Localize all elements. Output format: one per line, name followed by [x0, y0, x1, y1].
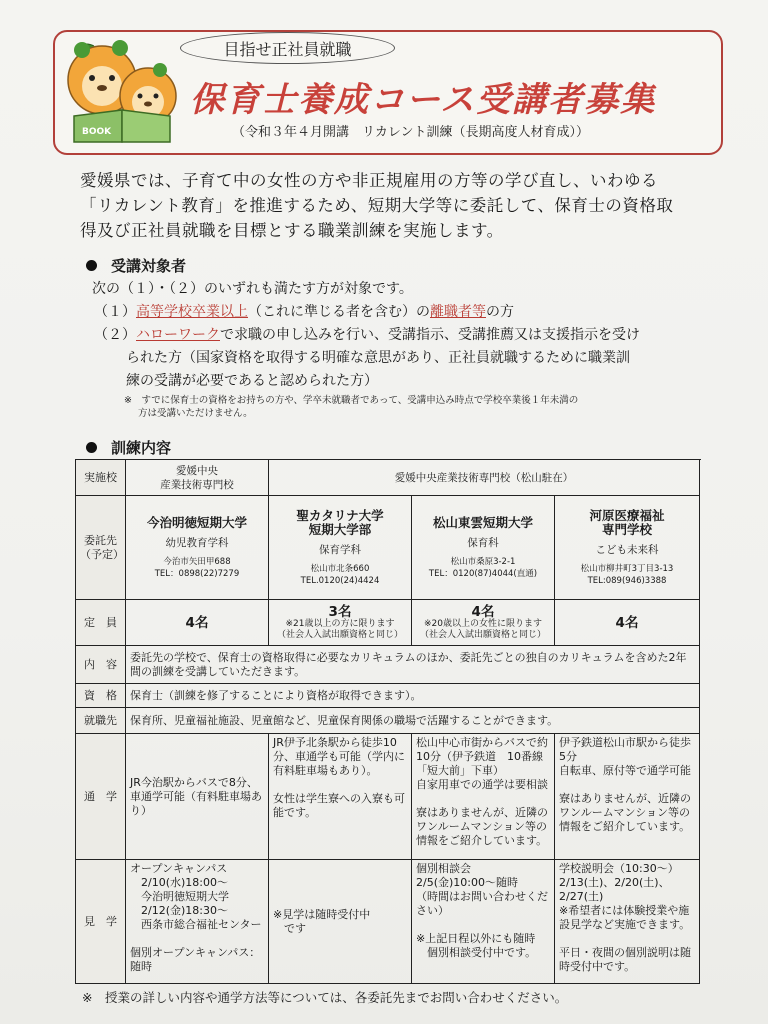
label-capacity: 定 員 [76, 600, 126, 646]
visit-cell: オープンキャンパス 2/10(水)18:00～ 今治明徳短期大学 2/12(金)18:30～ 西条市総合福祉センター 個別オープンキャンパス： 随時 [126, 860, 269, 984]
label-content: 内 容 [76, 646, 126, 684]
college-cell [269, 496, 412, 600]
qualification-text: 保育士（訓練を修了することにより資格が取得できます）。 [126, 684, 700, 708]
table-row [76, 646, 700, 684]
intro-paragraph [80, 168, 700, 243]
intro-line: 得及び正社員就職を目標とする職業訓練を実施します。 [80, 221, 504, 240]
eligibility-item-1: （１）高等学校卒業以上（これに準じる者を含む）の離職者等の方 [94, 304, 514, 320]
training-table [75, 459, 700, 984]
commute-cell: JR今治駅からバスで8分、車通学可能（有料駐車場あり） [126, 734, 269, 860]
college-tel: TEL：0120(87)4044(直通) [428, 568, 538, 579]
capacity-cell: 4名 ※20歳以上の女性に限ります （社会人入試出願資格と同じ） [412, 600, 555, 646]
school-right: 愛媛中央産業技術専門校（松山駐在） [269, 460, 700, 496]
capacity-cell: 3名 ※21歳以上の方に限ります （社会人入試出願資格と同じ） [269, 600, 412, 646]
label-commute: 通 学 [76, 734, 126, 860]
capacity-cell: 4名 [555, 600, 700, 646]
college-dept: こども未来科 [595, 543, 659, 556]
commute-cell: 松山中心市街からバスで約10分（伊予鉄道 10番線「短大前」下車） 自家用車での通学は要相談 寮はありませんが、近隣のワンルームマンション等の情報をご紹介しています。 [412, 734, 555, 860]
eligibility-item-2-cont: 練の受講が必要であると認められた方） [126, 373, 378, 389]
college-address: 今治市矢田甲688 [163, 556, 231, 567]
table-row [76, 860, 700, 984]
commute-cell: 伊予鉄道松山市駅から徒歩5分 自転車、原付等で通学可能 寮はありませんが、近隣のワンルームマンション等の情報をご紹介しています。 [555, 734, 700, 860]
visit-cell: 個別相談会 2/5(金)10:00～随時 （時間はお問い合わせください） ※上記日程以外にも随時 個別相談受付中です。 [412, 860, 555, 984]
bullet-icon [86, 260, 97, 271]
table-row [76, 734, 700, 860]
label-visit: 見 学 [76, 860, 126, 984]
table-row [76, 496, 700, 600]
table-row [76, 460, 700, 496]
college-address: 松山市桑原3-2-1 [450, 556, 516, 567]
eligibility-block [92, 278, 712, 393]
college-tel: TEL.0120(24)4424 [300, 575, 380, 586]
page-subtitle: （令和３年４月開講 リカレント訓練（長期高度人材育成）） [232, 125, 590, 140]
capacity-cell: 4名 [126, 600, 269, 646]
label-school: 実施校 [76, 460, 126, 496]
college-address: 松山市北条660 [310, 563, 370, 574]
commute-cell: JR伊予北条駅から徒歩10分、車通学も可能（学内に有料駐車場もあり）。 女性は学生寮への入寮も可能です。 [269, 734, 412, 860]
college-tel: TEL:089(946)3388 [587, 575, 667, 586]
college-dept: 保育科 [467, 536, 499, 549]
eligibility-note: ※ すでに保育士の資格をお持ちの方や、学卒未就職者であって、受講申込み時点で学校卒業後１年未満の 方は受講いただけません。 [124, 395, 579, 419]
college-cell [126, 496, 269, 600]
label-employment: 就職先 [76, 708, 126, 734]
eligibility-lead: 次の（１）・（２）のいずれも満たす方が対象です。 [92, 281, 413, 297]
label-qualification: 資 格 [76, 684, 126, 708]
bullet-icon [86, 442, 97, 453]
college-cell [412, 496, 555, 600]
college-tel: TEL：0898(22)7279 [154, 568, 240, 579]
page-title: 保育士養成コース受講者募集 [190, 80, 657, 120]
college-name: 今治明徳短期大学 [146, 514, 247, 530]
employment-text: 保育所、児童福祉施設、児童館など、児童保育関係の職場で活躍することができます。 [126, 708, 700, 734]
visit-cell: ※見学は随時受付中 です [269, 860, 412, 984]
visit-cell: 学校説明会（10:30～） 2/13(土)、2/20(土)、 2/27(土) ※希望者には体験授業や施設見学など実施できます。 平日・夜間の個別説明は随時受付中です。 [555, 860, 700, 984]
college-name: 松山東雲短期大学 [432, 514, 533, 530]
eligibility-heading: 受講対象者 [86, 255, 186, 276]
eligibility-item-2: （２）ハローワークで求職の申し込みを行い、受講指示、受講推薦又は支援指示を受け [94, 327, 640, 343]
college-cell [555, 496, 700, 600]
intro-line: 「リカレント教育」を推進するため、短期大学等に委託して、保育士の資格取 [80, 196, 674, 215]
college-address: 松山市柳井町3丁目3-13 [580, 563, 674, 574]
training-heading: 訓練内容 [86, 437, 171, 458]
table-row [76, 600, 700, 646]
eligibility-item-2-cont: られた方（国家資格を取得する明確な意思があり、正社員就職するために職業訓 [126, 350, 630, 366]
tagline-bubble: 目指せ正社員就職 [180, 32, 395, 64]
capacity-note: ※20歳以上の女性に限ります （社会人入試出願資格と同じ） [419, 618, 546, 640]
mascot-illustration [60, 30, 190, 145]
college-name: 河原医療福祉 専門学校 [589, 507, 665, 537]
book-label: BOOK [82, 127, 112, 137]
table-row [76, 684, 700, 708]
capacity-note: ※21歳以上の方に限ります （社会人入試出願資格と同じ） [276, 618, 403, 640]
college-name: 聖カタリナ大学 短期大学部 [296, 507, 384, 537]
content-text: 委託先の学校で、保育士の資格取得に必要なカリキュラムのほか、委託先ごとの独自のカリキュラムを含めた2年間の訓練を受講していただきます。 [126, 646, 700, 684]
table-row [76, 708, 700, 734]
college-dept: 幼児教育学科 [165, 536, 229, 549]
footer-note: ※ 授業の詳しい内容や通学方法等については、各委託先までお問い合わせください。 [82, 990, 568, 1005]
college-dept: 保育学科 [319, 543, 361, 556]
label-contract: 委託先 （予定） [76, 496, 126, 600]
intro-line: 愛媛県では、子育て中の女性の方や非正規雇用の方等の学び直し、いわゆる [80, 171, 658, 190]
school-left: 愛媛中央 産業技術専門校 [126, 460, 269, 496]
